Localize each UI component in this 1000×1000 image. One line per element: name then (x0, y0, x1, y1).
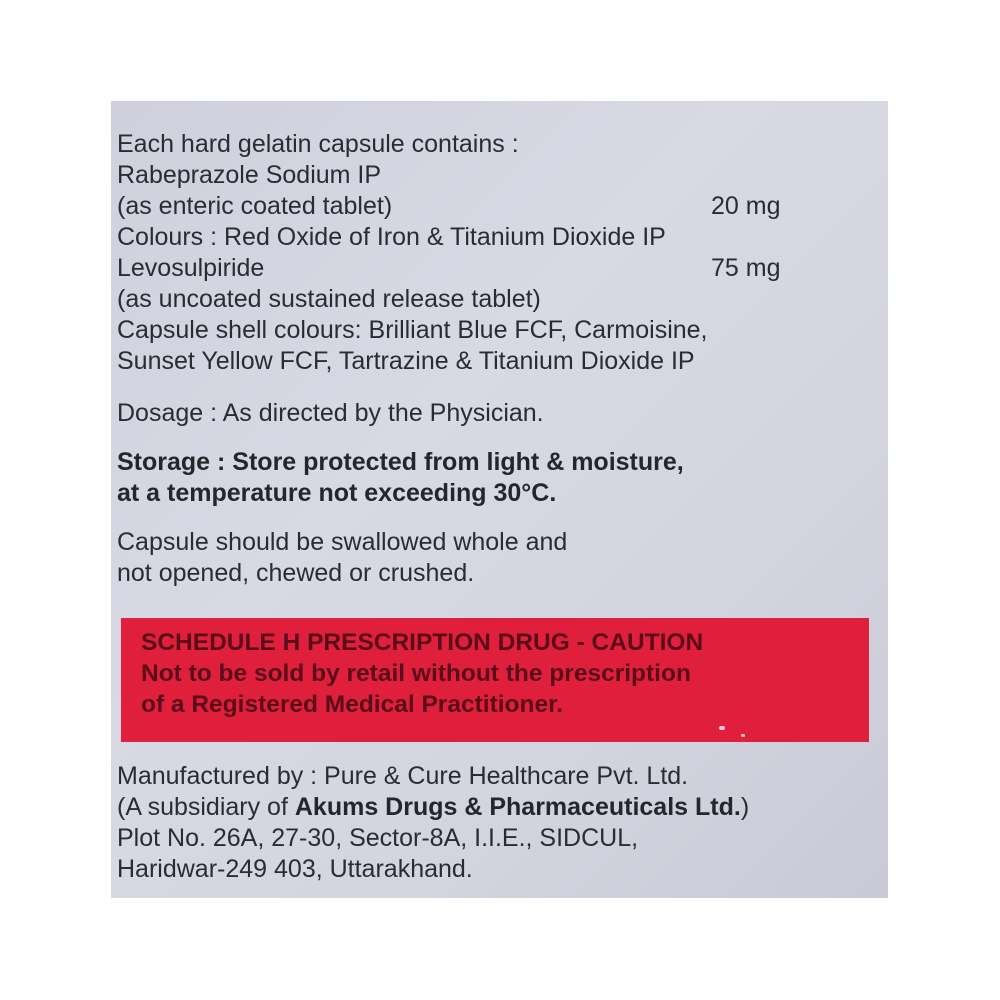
subsidiary-prefix: (A subsidiary of (117, 793, 295, 821)
ingredient-1-dose: 20 mg (711, 192, 781, 220)
ingredient-2-form: (as uncoated sustained release tablet) (117, 285, 541, 313)
instructions-line-2: not opened, chewed or crushed. (117, 559, 475, 587)
print-speck (741, 734, 745, 737)
medicine-label-panel (111, 101, 888, 898)
storage-block (117, 447, 684, 509)
ingredient-1-colours: Colours : Red Oxide of Iron & Titanium Dioxide IP (117, 223, 666, 251)
dosage-text: Dosage : As directed by the Physician. (117, 399, 544, 427)
ingredient-2-dose: 75 mg (711, 254, 781, 282)
manufacturer-line-3: Plot No. 26A, 27-30, Sector-8A, I.I.E., SIDCUL, (117, 824, 639, 852)
caution-text (141, 627, 703, 720)
caution-line-1: SCHEDULE H PRESCRIPTION DRUG - CAUTION (141, 629, 704, 656)
shell-colours-line-2: Sunset Yellow FCF, Tartrazine & Titanium Dioxide IP (117, 347, 695, 375)
subsidiary-suffix: ) (740, 793, 750, 821)
print-speck (719, 726, 725, 730)
manufacturer-line-2 (117, 792, 749, 823)
parent-company-name: Akums Drugs & Pharmaceuticals Ltd. (294, 793, 741, 821)
caution-line-3: of a Registered Medical Practitioner. (141, 691, 564, 718)
composition-block (117, 129, 708, 377)
storage-line-2: at a temperature not exceeding 30°C. (117, 479, 557, 507)
shell-colours-line-1: Capsule shell colours: Brilliant Blue FCF, Carmoisine, (117, 316, 708, 344)
caution-line-2: Not to be sold by retail without the prescription (141, 660, 691, 687)
composition-heading: Each hard gelatin capsule contains : (117, 130, 519, 158)
ingredient-1-form: (as enteric coated tablet) (117, 192, 393, 220)
ingredient-1-name: Rabeprazole Sodium IP (117, 161, 382, 189)
swallow-instructions (117, 527, 567, 589)
manufacturer-block (117, 761, 749, 885)
ingredient-2-name: Levosulpiride (117, 254, 265, 282)
manufacturer-line-4: Haridwar-249 403, Uttarakhand. (117, 855, 473, 883)
schedule-h-caution-box (121, 618, 869, 742)
instructions-line-1: Capsule should be swallowed whole and (117, 528, 568, 556)
manufacturer-line-1: Manufactured by : Pure & Cure Healthcare Pvt. Ltd. (117, 762, 689, 790)
storage-line-1: Storage : Store protected from light & moisture, (117, 448, 684, 476)
